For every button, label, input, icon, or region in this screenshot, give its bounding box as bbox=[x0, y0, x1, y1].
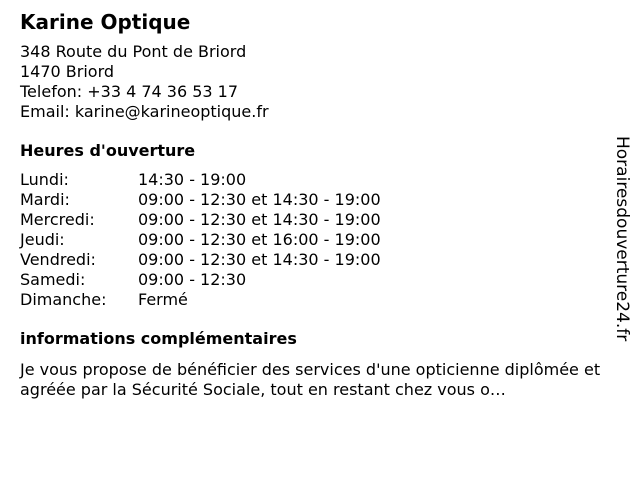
hours-day: Dimanche: bbox=[20, 290, 107, 309]
hours-day: Mercredi: bbox=[20, 210, 95, 229]
business-name: Karine Optique bbox=[20, 10, 191, 34]
phone-line: Telefon: +33 4 74 36 53 17 bbox=[20, 82, 239, 101]
hours-row bbox=[20, 230, 381, 250]
email-line: Email: karine@karineoptique.fr bbox=[20, 102, 269, 121]
opening-hours-table bbox=[20, 170, 381, 310]
hours-row bbox=[20, 270, 381, 290]
hours-row bbox=[20, 170, 381, 190]
address-block bbox=[20, 42, 610, 122]
hours-time: 09:00 - 12:30 et 14:30 - 19:00 bbox=[138, 210, 381, 229]
hours-time: 09:00 - 12:30 et 16:00 - 19:00 bbox=[138, 230, 381, 249]
site-watermark: Horairesdouverture24.fr bbox=[612, 136, 632, 342]
hours-day: Jeudi: bbox=[20, 230, 65, 249]
additional-info-text: Je vous propose de bénéficier des services d'une opticienne diplômée et agréée par la Sécurité Sociale, tout en restant chez vous o… bbox=[20, 360, 601, 399]
address-street: 348 Route du Pont de Briord bbox=[20, 42, 247, 61]
hours-time: 09:00 - 12:30 et 14:30 - 19:00 bbox=[138, 190, 381, 209]
hours-time: 14:30 - 19:00 bbox=[138, 170, 247, 189]
hours-day: Vendredi: bbox=[20, 250, 96, 269]
business-card bbox=[20, 8, 610, 400]
hours-day: Samedi: bbox=[20, 270, 86, 289]
hours-row bbox=[20, 250, 381, 270]
hours-row bbox=[20, 210, 381, 230]
address-city: 1470 Briord bbox=[20, 62, 115, 81]
additional-info-heading: informations complémentaires bbox=[20, 329, 297, 348]
opening-hours-heading: Heures d'ouverture bbox=[20, 141, 196, 160]
hours-row bbox=[20, 190, 381, 210]
hours-day: Mardi: bbox=[20, 190, 70, 209]
hours-row bbox=[20, 290, 381, 310]
hours-time: 09:00 - 12:30 et 14:30 - 19:00 bbox=[138, 250, 381, 269]
hours-day: Lundi: bbox=[20, 170, 69, 189]
hours-time: 09:00 - 12:30 bbox=[138, 270, 247, 289]
hours-time: Fermé bbox=[138, 290, 188, 309]
